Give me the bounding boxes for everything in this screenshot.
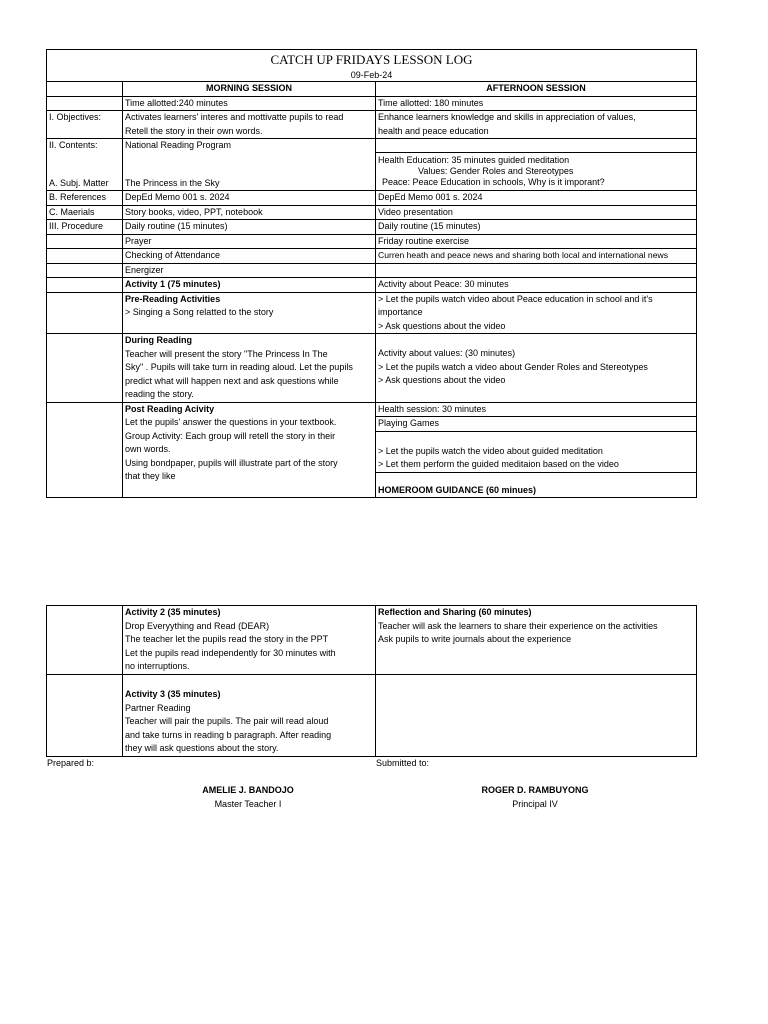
during-reading-2: Sky" . Pupils will take turn in reading aloud. Let the pupils <box>125 362 353 372</box>
reflection-cell <box>376 606 697 675</box>
session-header-row <box>47 82 697 97</box>
objective-am-1: Activates learners' interes and mottivatte pupils to read <box>125 112 344 122</box>
objective-pm-1: Enhance learners knowledge and skills in appreciation of values, <box>378 112 636 122</box>
objectives-morning <box>123 111 376 139</box>
attendance-row <box>47 249 697 264</box>
doc-date: 09-Feb-24 <box>47 69 697 82</box>
activity3-1: Partner Reading <box>125 702 191 713</box>
homeroom-cell <box>376 472 697 498</box>
health-session: Health session: 30 minutes <box>376 402 697 417</box>
activity1-row <box>47 278 697 293</box>
prayer-morning: Prayer <box>123 234 376 249</box>
post-reading-3: own words. <box>125 444 171 454</box>
blank-cell <box>47 234 123 249</box>
activity2-3: Let the pupils read independently for 30 minutes with <box>125 647 336 658</box>
prereading-title: Pre-Reading Activities <box>125 293 221 304</box>
lesson-log-table <box>46 49 697 498</box>
activity2-1: Drop Everyything and Read (DEAR) <box>125 620 270 631</box>
reflection-title: Reflection and Sharing (60 minutes) <box>378 607 532 617</box>
post-reading-5: that they like <box>125 471 176 481</box>
preparer-title: Master Teacher I <box>214 799 282 809</box>
post-reading-title: Post Reading Acivity <box>125 403 215 414</box>
activity3-cell <box>123 675 376 757</box>
during-reading-4: reading the story. <box>125 389 194 399</box>
materials-row <box>47 205 697 220</box>
subject-matter-morning: The Princess in the Sky <box>123 153 376 191</box>
peace-item-1: > Let the pupils watch video about Peace education in school and it's <box>378 293 653 304</box>
procedure-row <box>47 220 697 235</box>
reflection-2: Ask pupils to write journals about the experience <box>378 634 572 644</box>
blank-cell <box>47 402 123 498</box>
objective-pm-2: health and peace education <box>378 125 489 136</box>
references-label: B. References <box>47 191 123 206</box>
during-reading-title: During Reading <box>125 335 192 345</box>
lesson-log-table-2 <box>46 605 697 757</box>
attendance-afternoon: Curren heath and peace news and sharing both local and international news <box>376 249 697 264</box>
header-blank <box>47 82 123 97</box>
contents-morning: National Reading Program <box>123 139 376 153</box>
activity2-row <box>47 606 697 675</box>
prereading-item-1: > Singing a Song relatted to the story <box>125 307 274 317</box>
pm-peace: Peace: Peace Education in schools, Why is it imporant? <box>382 177 605 187</box>
blank-cell <box>47 249 123 264</box>
pm-health-education: Health Education: 35 minutes guided meditation <box>378 155 570 165</box>
activity2-2: The teacher let the pupils read the story in the PPT <box>125 634 329 644</box>
prereading-row <box>47 292 697 334</box>
blank-cell <box>376 675 697 757</box>
energizer-row <box>47 263 697 278</box>
post-reading-row <box>47 402 697 417</box>
during-reading-3: predict what will happen next and ask questions while <box>125 375 339 386</box>
peace-item-3: > Ask questions about the video <box>378 320 506 331</box>
time-morning: Time allotted:240 minutes <box>123 96 376 111</box>
activity2-4: no interruptions. <box>125 661 190 671</box>
approver-name: ROGER D. RAMBUYONG <box>481 785 589 795</box>
submitted-to-label: Submitted to: <box>376 758 430 768</box>
activity2-title: Activity 2 (35 minutes) <box>125 607 221 617</box>
peace-activity-cell <box>376 292 697 334</box>
references-afternoon: DepEd Memo 001 s. 2024 <box>376 191 697 206</box>
materials-afternoon: Video presentation <box>376 205 697 220</box>
objectives-row <box>47 111 697 139</box>
title-row <box>47 50 697 70</box>
blank-cell <box>47 675 123 757</box>
contents-row <box>47 139 697 153</box>
values-item-1: > Let the pupils watch a video about Gender Roles and Stereotypes <box>378 361 648 372</box>
blank-cell <box>47 263 123 278</box>
values-item-2: > Ask questions about the video <box>378 375 506 385</box>
reflection-1: Teacher will ask the learners to share their experience on the activities <box>378 620 658 631</box>
activity3-row <box>47 675 697 757</box>
objectives-label: I. Objectives: <box>47 111 123 139</box>
values-activity-cell <box>376 334 697 403</box>
date-row <box>47 69 697 82</box>
materials-morning: Story books, video, PPT, notebook <box>123 205 376 220</box>
peace-activity-title: Activity about Peace: 30 minutes <box>376 278 697 293</box>
prayer-row <box>47 234 697 249</box>
references-morning: DepEd Memo 001 s. 2024 <box>123 191 376 206</box>
activity1-title: Activity 1 (75 minutes) <box>123 278 376 293</box>
objective-am-2: Retell the story in their own words. <box>125 125 263 136</box>
morning-session-header: MORNING SESSION <box>123 82 376 97</box>
afternoon-session-header: AFTERNOON SESSION <box>376 82 697 97</box>
blank-cell <box>47 606 123 675</box>
attendance-morning: Checking of Attendance <box>123 249 376 264</box>
meditation-cell <box>376 431 697 472</box>
meditation-item-1: > Let the pupils watch the video about guided meditation <box>378 445 603 456</box>
time-row <box>47 96 697 111</box>
peace-item-2: importance <box>378 307 423 317</box>
blank-cell <box>47 292 123 334</box>
during-reading-row <box>47 334 697 403</box>
subject-matter-row <box>47 153 697 191</box>
subject-matter-label: A. Subj. Matter <box>47 153 123 191</box>
prereading-cell <box>123 292 376 334</box>
time-label <box>47 96 123 111</box>
prepared-by-label: Prepared b: <box>47 758 95 768</box>
contents-label: II. Contents: <box>47 139 123 153</box>
activity3-4: they will ask questions about the story. <box>125 743 279 753</box>
references-row <box>47 191 697 206</box>
activity2-cell <box>123 606 376 675</box>
post-reading-2: Group Activity: Each group will retell the story in their <box>125 430 336 441</box>
post-reading-1: Let the pupils' answer the questions in your textbook. <box>125 417 337 427</box>
procedure-afternoon: Daily routine (15 minutes) <box>376 220 697 235</box>
activity3-3: and take turns in reading b paragraph. After reading <box>125 729 332 740</box>
approver-title: Principal IV <box>512 799 558 809</box>
blank-cell <box>47 334 123 403</box>
contents-afternoon <box>376 139 697 153</box>
doc-title: CATCH UP FRIDAYS LESSON LOG <box>47 50 697 70</box>
subject-matter-afternoon <box>376 153 697 191</box>
prayer-afternoon: Friday routine exercise <box>376 234 697 249</box>
energizer-morning: Energizer <box>123 263 376 278</box>
meditation-item-2: > Let them perform the guided meditaion based on the video <box>378 459 619 469</box>
lesson-log-continuation <box>46 605 696 757</box>
lesson-log-sheet <box>46 49 696 498</box>
preparer-name: AMELIE J. BANDOJO <box>202 785 294 795</box>
values-title: Activity about values: (30 minutes) <box>378 348 516 358</box>
activity3-2: Teacher will pair the pupils. The pair will read aloud <box>125 716 329 726</box>
during-reading-1: Teacher will present the story "The Princess In The <box>125 348 328 359</box>
post-reading-4: Using bondpaper, pupils will illustrate part of the story <box>125 457 338 468</box>
homeroom-guidance: HOMEROOM GUIDANCE (60 minues) <box>378 484 537 495</box>
objectives-afternoon <box>376 111 697 139</box>
pm-values: Values: Gender Roles and Stereotypes <box>418 166 574 176</box>
blank-cell <box>376 263 697 278</box>
playing-games: Playing Games <box>376 417 697 432</box>
procedure-morning: Daily routine (15 minutes) <box>123 220 376 235</box>
materials-label: C. Maerials <box>47 205 123 220</box>
post-reading-cell <box>123 402 376 498</box>
during-reading-cell <box>123 334 376 403</box>
blank-cell <box>47 278 123 293</box>
time-afternoon: Time allotted: 180 minutes <box>376 96 697 111</box>
procedure-label: III. Procedure <box>47 220 123 235</box>
activity3-title: Activity 3 (35 minutes) <box>125 689 221 699</box>
